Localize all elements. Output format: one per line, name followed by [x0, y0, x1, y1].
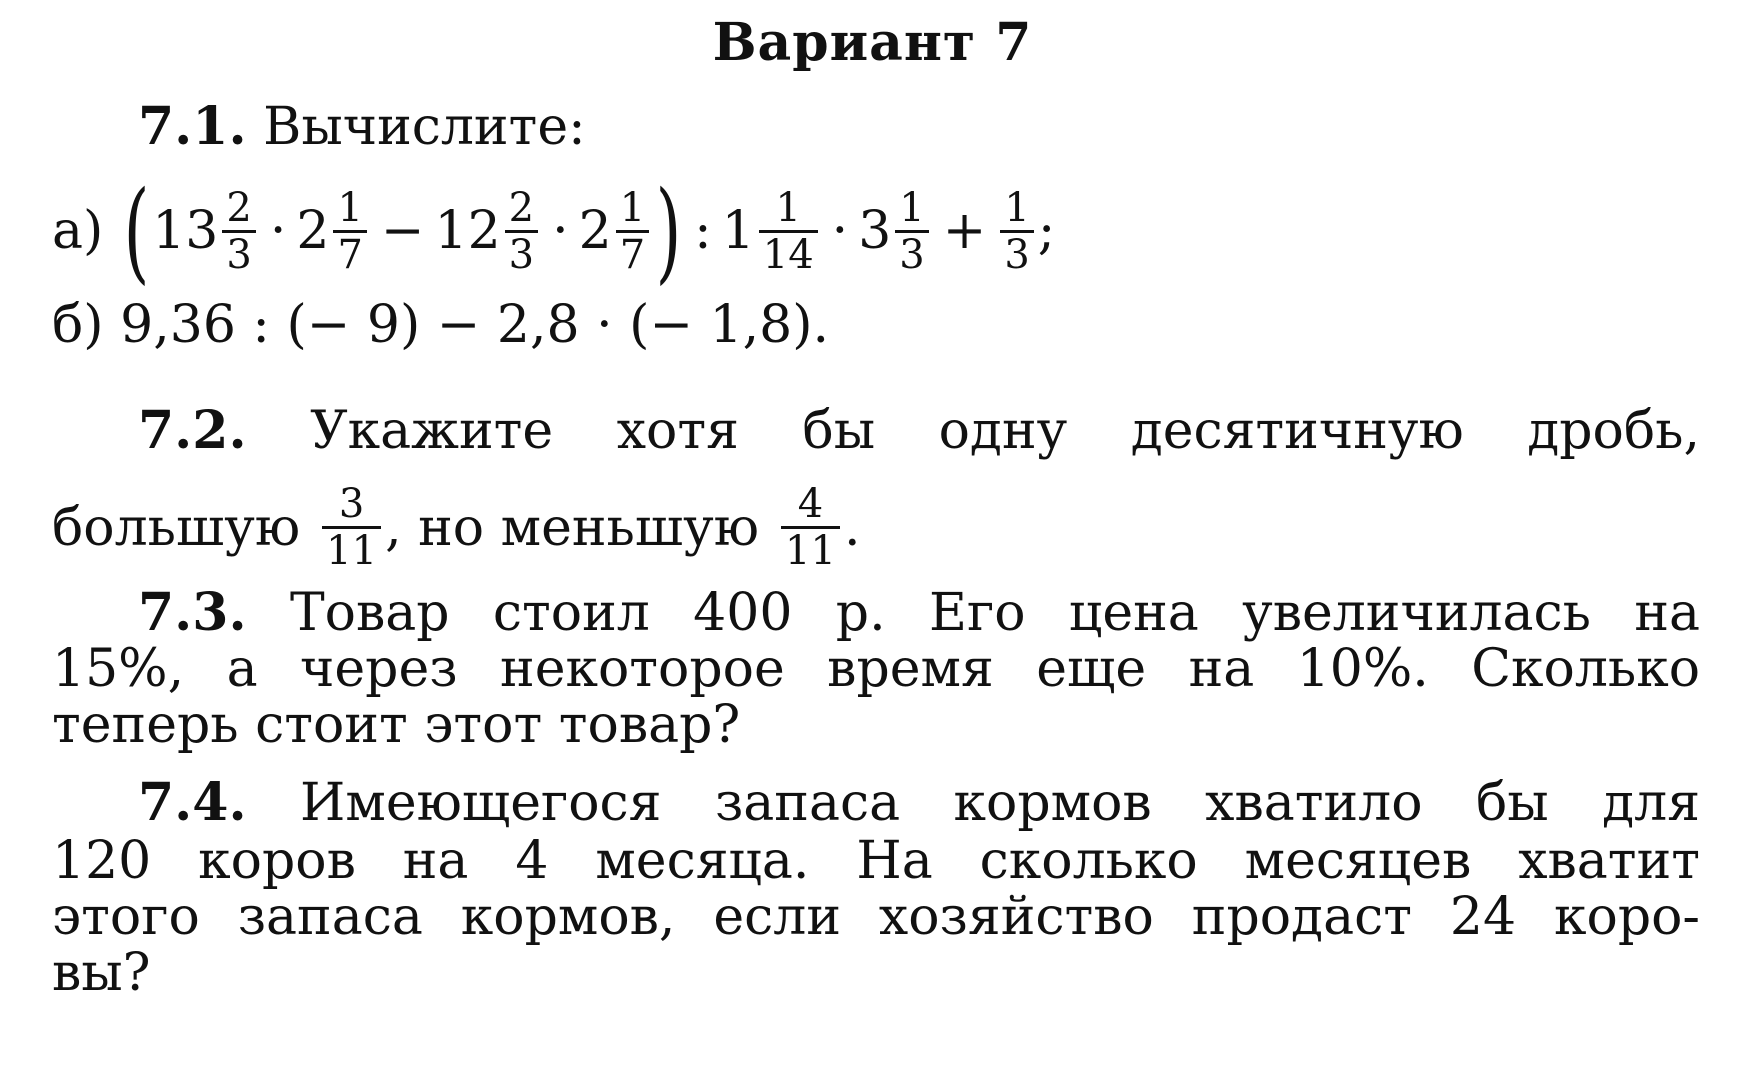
- fraction: $\frac{1}{3}$: [895, 186, 928, 277]
- task-heading: Вычислите:: [263, 97, 586, 157]
- task-7-4-line3: этого запаса кормов, если хозяйство продаст 24 коро-: [52, 887, 1700, 947]
- fraction: $\frac{1}{7}$: [333, 186, 366, 277]
- variant-title: Вариант 7: [712, 12, 1033, 73]
- fraction: $\frac{3}{11}$: [322, 482, 381, 573]
- task-number: 7.2.: [138, 400, 247, 461]
- whole-part: 3: [858, 201, 892, 261]
- fraction: $\frac{1}{3}$: [1000, 186, 1033, 277]
- task-7-2-line1: [138, 400, 1700, 462]
- multiply-sign: ·: [831, 201, 849, 261]
- task-7-4-line2: 120 коров на 4 месяца. На сколько месяцев хватит: [52, 831, 1700, 891]
- task-text: Товар стоил 400 р. Его цена увеличилась на: [289, 583, 1701, 643]
- task-number: 7.1.: [138, 96, 247, 157]
- whole-part: 12: [434, 201, 501, 261]
- task-7-4-line4: вы?: [52, 943, 151, 1003]
- whole-part: 1: [721, 201, 755, 261]
- task-7-3-line1: [138, 582, 1700, 644]
- task-text: , но меньшую: [385, 497, 760, 558]
- fraction: $\frac{4}{11}$: [781, 482, 840, 573]
- semicolon: ;: [1037, 201, 1056, 261]
- expression-b: 9,36 : (− 9) − 2,8 · (− 1,8).: [120, 295, 830, 355]
- whole-part: 13: [152, 201, 219, 261]
- whole-part: 2: [578, 201, 612, 261]
- multiply-sign: ·: [552, 201, 569, 261]
- item-label: а): [52, 201, 104, 261]
- task-7-4-line1: [138, 772, 1700, 834]
- fraction: $\frac{1}{14}$: [759, 186, 818, 277]
- multiply-sign: ·: [269, 201, 287, 261]
- task-number: 7.4.: [138, 772, 247, 833]
- item-label: б): [52, 295, 104, 355]
- minus-sign: −: [380, 201, 425, 261]
- period: .: [843, 497, 861, 558]
- task-7-2-line2: [52, 482, 860, 573]
- fraction: $\frac{2}{3}$: [222, 186, 255, 277]
- left-paren: (: [123, 167, 150, 295]
- fraction: $\frac{2}{3}$: [505, 186, 538, 277]
- task-7-1-a: [52, 167, 1056, 295]
- expression-a: [52, 167, 1056, 295]
- plus-sign: +: [942, 201, 987, 261]
- task-text: Укажите хотя бы одну десятичную дробь,: [310, 401, 1701, 461]
- divide-sign: :: [694, 201, 712, 261]
- right-paren: ): [655, 167, 682, 295]
- task-text: Имеющегося запаса кормов хватило бы для: [300, 773, 1700, 833]
- fraction: $\frac{1}{7}$: [616, 186, 649, 277]
- fraction-comparison: [52, 482, 860, 573]
- task-7-1-heading: [138, 96, 586, 158]
- task-7-1-b: [52, 294, 829, 356]
- task-text: большую: [52, 497, 301, 558]
- task-7-3-line2: 15%, а через некоторое время еще на 10%. Сколько: [52, 639, 1700, 699]
- task-number: 7.3.: [138, 582, 247, 643]
- whole-part: 2: [296, 201, 330, 261]
- task-7-3-line3: теперь стоит этот товар?: [52, 695, 741, 755]
